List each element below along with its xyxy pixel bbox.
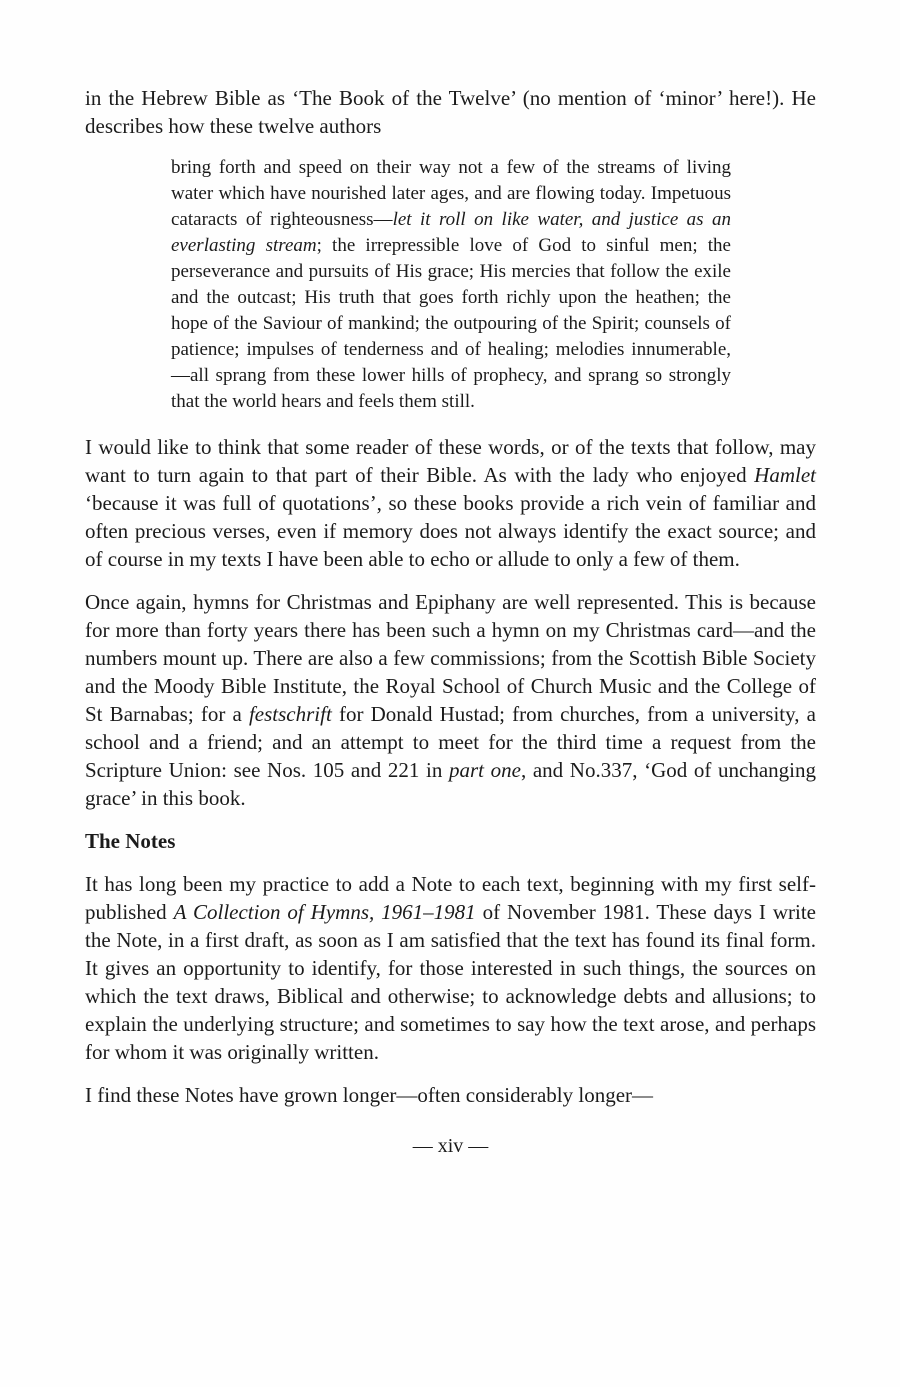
italic-text-run: festschrift [248, 702, 332, 726]
paragraph [85, 1081, 816, 1109]
italic-text-run: let it roll on like water, and justice as an everlasting stream [171, 209, 731, 256]
paragraph [85, 588, 816, 812]
text-run: It has long been my practice to add a Note to each text, beginning with my first self-published [85, 872, 816, 924]
text-run: The Notes [85, 829, 176, 853]
paragraph [85, 870, 816, 1066]
text-run: ; the irrepressible love of God to sinful men; the perseverance and pursuits of His grace; His mercies that follow the exile and the outcast; His truth that goes forth richly upon the heathen; the hope of the Saviour of mankind; the outpouring of the Spirit; counsels of patience; impulses of tenderness and of healing; melodies innumerable,—all sprang from these lower hills of prophecy, and sprang so strongly that the world hears and feels them still. [171, 235, 731, 412]
paragraph [85, 433, 816, 573]
text-run: , and No.337, ‘God of unchanging grace’ in this book. [85, 758, 816, 810]
section-heading [85, 827, 816, 855]
text-run: in the Hebrew Bible as ‘The Book of the Twelve’ (no mention of ‘minor’ here!). He describes how these twelve authors [85, 86, 816, 138]
text-run: I find these Notes have grown longer—often considerably longer— [85, 1083, 654, 1107]
text-run: bring forth and speed on their way not a few of the streams of living water which have nourished later ages, and are flowing today. Impetuous cataracts of righteousness— [171, 157, 731, 230]
italic-text-run: part one [448, 758, 521, 782]
text-run: for Donald Hustad; from churches, from a university, a school and a friend; and an attempt to meet for the third time a request from the Scripture Union: see Nos. 105 and 221 in [85, 702, 816, 782]
page-number: — xiv — [412, 1135, 489, 1157]
italic-text-run: Hamlet [754, 463, 816, 487]
text-run: Once again, hymns for Christmas and Epiphany are well represented. This is because for more than forty years there has been such a hymn on my Christmas card—and the numbers mount up. There are also a few commissions; from the Scottish Bible Society and the Moody Bible Institute, the Royal School of Church Music and the College of St Barnabas; for a [85, 590, 816, 726]
page-content [85, 84, 816, 1109]
block-quote [171, 155, 731, 415]
paragraph [85, 84, 816, 140]
text-run: of November 1981. These days I write the Note, in a first draft, as soon as I am satisfied that the text has found its final form. It gives an opportunity to identify, for those interested in such things, the sources on which the text draws, Biblical and otherwise; to acknowledge debts and allusions; to explain the underlying structure; and sometimes to say how the text arose, and perhaps for whom it was originally written. [85, 900, 816, 1064]
text-run: I would like to think that some reader of these words, or of the texts that follow, may want to turn again to that part of their Bible. As with the lady who enjoyed [85, 435, 816, 487]
text-run: ‘because it was full of quotations’, so these books provide a rich vein of familiar and often precious verses, even if memory does not always identify the exact source; and of course in my texts I have been able to echo or allude to only a few of them. [85, 491, 816, 571]
italic-text-run: A Collection of Hymns, 1961–1981 [173, 900, 476, 924]
